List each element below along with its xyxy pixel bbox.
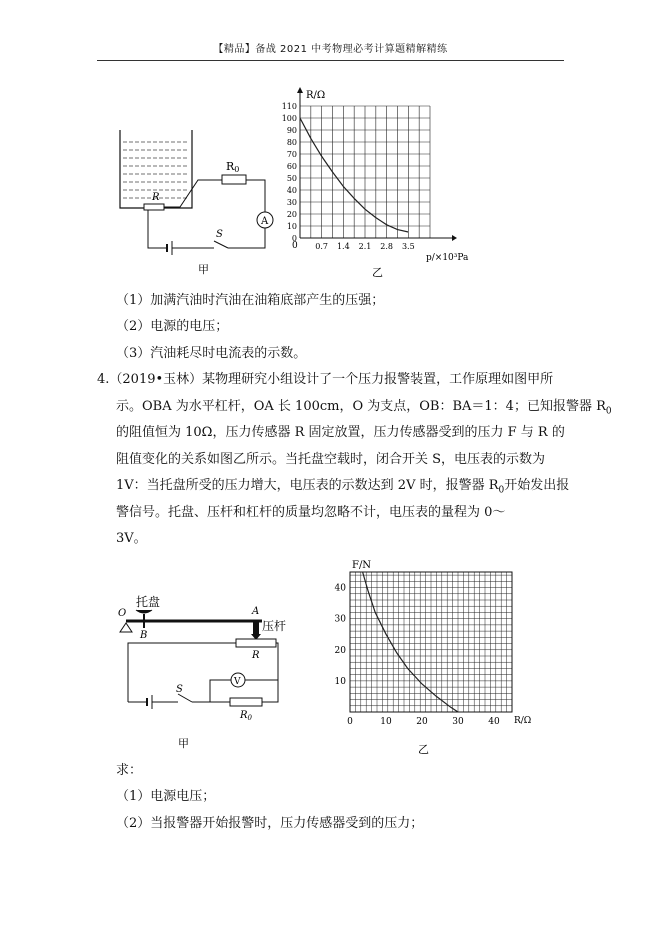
graph2-ylabel: F/N [352,560,372,571]
x-tick-label: 20 [416,717,428,727]
figure1-caption-jia: 甲 [198,263,209,276]
problem4-line3: 的阻值恒为 10Ω，压力传感器 R 固定放置，压力传感器受到的压力 F 与 R 的 [116,425,565,440]
y-axis-arrow [297,87,303,93]
question1-1: （1）加满汽油时汽油在油箱底部产生的压强； [116,293,385,308]
y-tick-label: 20 [334,645,346,656]
tray-label: 托盘 [136,595,161,609]
alarm-r0 [230,698,262,706]
graph1-origin: 0 [292,241,298,251]
switch-label: S [216,229,223,240]
x-tick-label: 30 [452,717,464,727]
b-label: B [140,630,148,641]
tray [136,610,152,613]
y-tick-label: 50 [286,174,297,183]
y-tick-label: 110 [281,102,297,111]
y-tick-label: 20 [286,210,297,219]
problem4-line7: 3V。 [116,531,147,546]
x-tick-label: 1.4 [336,242,350,251]
graph2-xlabel: R/Ω [514,716,532,726]
x-tick-label: 2.1 [358,242,372,251]
graph2-ticks [335,584,500,727]
question2-2: （2）当报警器开始报警时，压力传感器受到的压力； [116,816,424,831]
graph1-ylabel: R/Ω [306,90,326,101]
figure1-caption-yi: 乙 [372,266,383,279]
y-tick-label: 60 [286,162,297,171]
battery-2 [147,695,152,709]
y-tick-label: 80 [286,138,297,147]
question2-1: （1）电源电压； [116,789,216,804]
pressure-sensor-rx [144,204,164,210]
battery [167,241,172,255]
switch-s [214,241,228,248]
header-divider [97,60,564,61]
y-tick-label: 30 [286,198,297,207]
y-tick-label: 40 [286,186,297,195]
page-header: 【精品】备战 2021 中考物理必考计算题精解精练 [213,44,448,55]
x-tick-label: 3.5 [401,242,415,251]
graph1-xlabel: p/×10³Pa [426,253,469,263]
problem4-line4: 阻值变化的关系如图乙所示。当托盘空载时，闭合开关 S，电压表的示数为 [116,452,546,467]
graph1-grid [300,106,430,238]
figure2-caption-jia: 甲 [178,737,189,750]
force-resistance-graph [330,560,540,760]
a-label: A [252,606,260,617]
voltmeter-label: V [234,677,241,687]
problem4-line6: 警信号。托盘、压杆和杠杆的质量均忽略不计，电压表的量程为 0～ [116,505,506,520]
question1-2: （2）电源的电压； [116,319,229,334]
x-tick-label: 10 [380,717,392,727]
r0-label: R0 [226,160,240,174]
x-tick-label: 0.7 [315,242,329,251]
y-tick-label: 40 [334,583,346,594]
y-tick-label: 10 [286,222,297,231]
r0-label-2: $R_0$ [240,710,252,722]
press-rod [253,620,259,634]
y-tick-label: 10 [334,676,346,687]
rod-label: 压杆 [262,619,287,633]
pressure-sensor-r [236,639,276,647]
o-label: O [118,608,127,619]
fuel-tank-circuit-diagram [110,120,280,280]
ammeter-label: A [261,216,269,227]
ask-label: 求： [116,763,143,778]
rx-label: R [152,192,160,203]
y-tick-label: 90 [286,126,297,135]
problem4-line2: 示。OBA 为水平杠杆，OA 长 100cm，O 为支点，OB：BA＝1：4；已知报警器 $R_0$ [116,399,612,417]
question1-3: （3）汽油耗尽时电流表的示数。 [116,346,307,361]
resistance-pressure-graph [280,86,480,286]
switch-label-2: S [176,684,183,695]
switch-s-2 [178,694,192,702]
figure2-caption-yi: 乙 [418,743,429,756]
pivot [120,623,132,632]
problem4-line1: 4.（2019•玉林）某物理研究小组设计了一个压力报警装置，工作原理如图甲所 [97,372,554,387]
y-tick-label: 70 [286,150,297,159]
x-tick-label: 40 [488,717,500,727]
x-tick-label: 0 [347,717,353,727]
r-label: R [252,650,260,661]
y-tick-label: 100 [281,114,297,123]
x-axis-arrow [452,235,457,241]
y-tick-label: 30 [334,614,346,625]
x-tick-label: 2.8 [380,242,394,251]
problem4-line5: 1V：当托盘所受的压力增大，电压表的示数达到 2V 时，报警器 $R_0$开始发出报 [116,478,570,496]
y-tick-label: 0 [291,234,297,243]
resistor-r0 [222,175,246,184]
pressure-alarm-circuit-diagram [112,590,297,750]
